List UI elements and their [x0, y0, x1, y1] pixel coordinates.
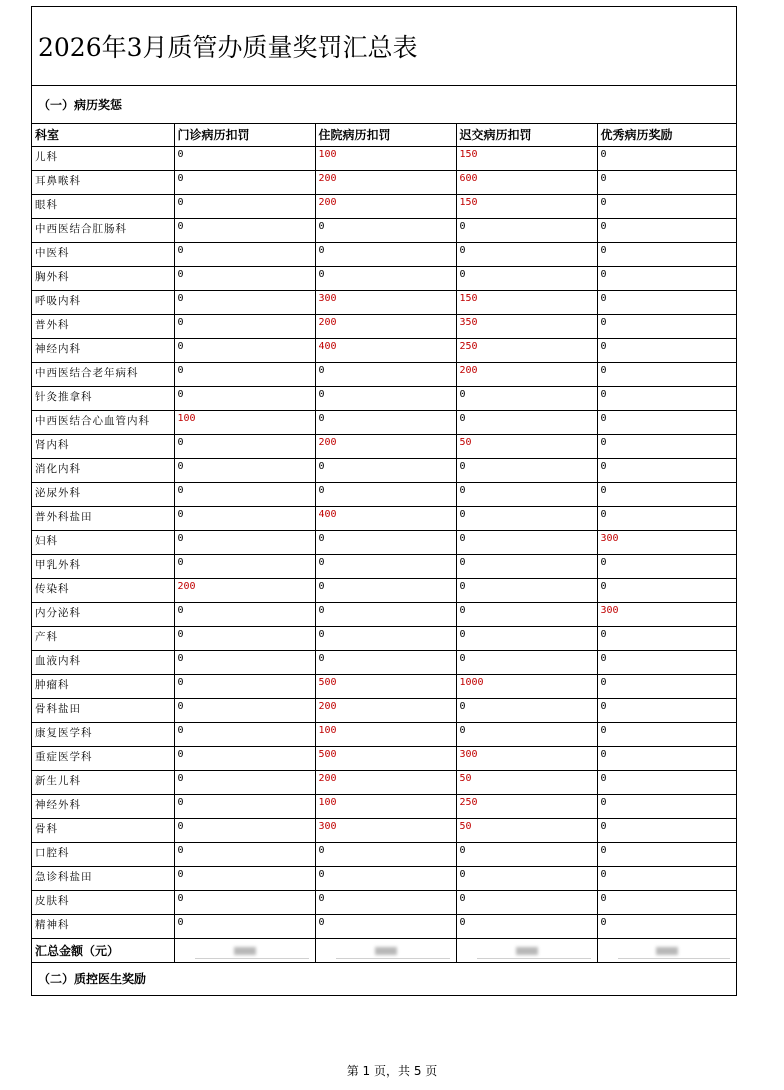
cell-excellent-reward: 0: [597, 458, 736, 482]
cell-excellent-reward: 0: [597, 482, 736, 506]
table-row: [32, 314, 736, 338]
table-body: [32, 146, 736, 938]
page-footer: 第 1 页，共 5 页: [346, 1064, 438, 1078]
cell-department: 普外科盐田: [32, 506, 174, 530]
cell-outpatient-penalty: 0: [174, 530, 315, 554]
cell-late-penalty: 0: [456, 602, 597, 626]
cell-late-penalty: 0: [456, 890, 597, 914]
cell-late-penalty: 150: [456, 194, 597, 218]
cell-outpatient-penalty: 0: [174, 722, 315, 746]
cell-late-penalty: 0: [456, 458, 597, 482]
cell-inpatient-penalty: 0: [315, 914, 456, 938]
cell-excellent-reward: 0: [597, 290, 736, 314]
cell-excellent-reward: 300: [597, 602, 736, 626]
table-row: [32, 554, 736, 578]
cell-department: 中医科: [32, 242, 174, 266]
table-row: [32, 530, 736, 554]
cell-inpatient-penalty: 400: [315, 338, 456, 362]
cell-outpatient-penalty: 0: [174, 362, 315, 386]
cell-inpatient-penalty: 0: [315, 866, 456, 890]
table-row: [32, 146, 736, 170]
cell-late-penalty: 1000: [456, 674, 597, 698]
cell-department: 骨科盐田: [32, 698, 174, 722]
cell-excellent-reward: 0: [597, 506, 736, 530]
cell-late-penalty: 0: [456, 698, 597, 722]
cell-department: 儿科: [32, 146, 174, 170]
cell-inpatient-penalty: 500: [315, 746, 456, 770]
redaction-mark: [234, 947, 256, 955]
cell-department: 皮肤科: [32, 890, 174, 914]
cell-department: 血液内科: [32, 650, 174, 674]
total-outpatient-redacted: [174, 938, 315, 962]
cell-late-penalty: 150: [456, 290, 597, 314]
cell-excellent-reward: 0: [597, 818, 736, 842]
cell-department: 眼科: [32, 194, 174, 218]
total-row: [32, 938, 736, 962]
table-row: [32, 482, 736, 506]
cell-excellent-reward: 0: [597, 698, 736, 722]
table-row: [32, 434, 736, 458]
redaction-mark: [375, 947, 397, 955]
table-row: [32, 194, 736, 218]
cell-inpatient-penalty: 100: [315, 146, 456, 170]
total-label: 汇总金额（元）: [32, 938, 174, 962]
cell-excellent-reward: 0: [597, 314, 736, 338]
cell-excellent-reward: 0: [597, 842, 736, 866]
cell-excellent-reward: 0: [597, 914, 736, 938]
cell-excellent-reward: 0: [597, 266, 736, 290]
cell-outpatient-penalty: 0: [174, 458, 315, 482]
section-heading-records: （一）病历奖惩: [32, 86, 736, 124]
table-row: [32, 770, 736, 794]
title-row: [32, 7, 736, 86]
cell-inpatient-penalty: 0: [315, 626, 456, 650]
cell-department: 中西医结合肛肠科: [32, 218, 174, 242]
table-row: [32, 242, 736, 266]
cell-inpatient-penalty: 0: [315, 386, 456, 410]
cell-inpatient-penalty: 0: [315, 266, 456, 290]
cell-late-penalty: 200: [456, 362, 597, 386]
records-table: [32, 124, 736, 963]
cell-late-penalty: 0: [456, 218, 597, 242]
cell-department: 甲乳外科: [32, 554, 174, 578]
cell-excellent-reward: 0: [597, 338, 736, 362]
cell-outpatient-penalty: 0: [174, 842, 315, 866]
cell-outpatient-penalty: 0: [174, 242, 315, 266]
header-late-penalty: 迟交病历扣罚: [456, 124, 597, 146]
cell-inpatient-penalty: 0: [315, 890, 456, 914]
cell-excellent-reward: 0: [597, 746, 736, 770]
cell-inpatient-penalty: 0: [315, 458, 456, 482]
cell-department: 神经内科: [32, 338, 174, 362]
cell-outpatient-penalty: 0: [174, 482, 315, 506]
cell-department: 急诊科盐田: [32, 866, 174, 890]
table-row: [32, 170, 736, 194]
table-row: [32, 842, 736, 866]
cell-outpatient-penalty: 0: [174, 554, 315, 578]
cell-late-penalty: 0: [456, 722, 597, 746]
cell-inpatient-penalty: 200: [315, 170, 456, 194]
cell-inpatient-penalty: 0: [315, 242, 456, 266]
cell-late-penalty: 0: [456, 530, 597, 554]
section-heading-qc-doctors: （二）质控医生奖励: [38, 972, 147, 986]
header-inpatient-penalty: 住院病历扣罚: [315, 124, 456, 146]
cell-outpatient-penalty: 0: [174, 890, 315, 914]
cell-excellent-reward: 0: [597, 362, 736, 386]
cell-department: 消化内科: [32, 458, 174, 482]
cell-excellent-reward: 0: [597, 434, 736, 458]
cell-inpatient-penalty: 0: [315, 602, 456, 626]
table-row: [32, 218, 736, 242]
cell-inpatient-penalty: 0: [315, 650, 456, 674]
cell-inpatient-penalty: 100: [315, 794, 456, 818]
cell-excellent-reward: 0: [597, 770, 736, 794]
cell-late-penalty: 50: [456, 434, 597, 458]
table-row: [32, 650, 736, 674]
cell-outpatient-penalty: 0: [174, 674, 315, 698]
cell-inpatient-penalty: 300: [315, 290, 456, 314]
cell-outpatient-penalty: 0: [174, 338, 315, 362]
table-row: [32, 410, 736, 434]
table-row: [32, 290, 736, 314]
cell-excellent-reward: 300: [597, 530, 736, 554]
cell-department: 泌尿外科: [32, 482, 174, 506]
total-late-redacted: [456, 938, 597, 962]
summary-sheet: [31, 6, 737, 996]
table-row: [32, 602, 736, 626]
cell-department: 康复医学科: [32, 722, 174, 746]
cell-excellent-reward: 0: [597, 194, 736, 218]
cell-department: 呼吸内科: [32, 290, 174, 314]
cell-late-penalty: 300: [456, 746, 597, 770]
cell-inpatient-penalty: 200: [315, 434, 456, 458]
cell-department: 中西医结合老年病科: [32, 362, 174, 386]
cell-late-penalty: 0: [456, 482, 597, 506]
cell-late-penalty: 350: [456, 314, 597, 338]
cell-inpatient-penalty: 400: [315, 506, 456, 530]
table-row: [32, 746, 736, 770]
cell-inpatient-penalty: 200: [315, 770, 456, 794]
cell-outpatient-penalty: 0: [174, 218, 315, 242]
table-row: [32, 506, 736, 530]
cell-excellent-reward: 0: [597, 218, 736, 242]
cell-late-penalty: 0: [456, 410, 597, 434]
cell-inpatient-penalty: 100: [315, 722, 456, 746]
cell-excellent-reward: 0: [597, 386, 736, 410]
cell-outpatient-penalty: 100: [174, 410, 315, 434]
cell-department: 妇科: [32, 530, 174, 554]
cell-excellent-reward: 0: [597, 170, 736, 194]
cell-outpatient-penalty: 0: [174, 794, 315, 818]
cell-late-penalty: 0: [456, 866, 597, 890]
cell-excellent-reward: 0: [597, 866, 736, 890]
cell-outpatient-penalty: 0: [174, 170, 315, 194]
table-row: [32, 362, 736, 386]
cell-late-penalty: 0: [456, 650, 597, 674]
table-row: [32, 890, 736, 914]
cell-outpatient-penalty: 200: [174, 578, 315, 602]
cell-outpatient-penalty: 0: [174, 698, 315, 722]
cell-outpatient-penalty: 0: [174, 626, 315, 650]
cell-late-penalty: 0: [456, 626, 597, 650]
cell-outpatient-penalty: 0: [174, 194, 315, 218]
cell-late-penalty: 0: [456, 554, 597, 578]
header-outpatient-penalty: 门诊病历扣罚: [174, 124, 315, 146]
table-row: [32, 458, 736, 482]
cell-late-penalty: 0: [456, 914, 597, 938]
cell-excellent-reward: 0: [597, 794, 736, 818]
table-row: [32, 794, 736, 818]
cell-excellent-reward: 0: [597, 722, 736, 746]
cell-inpatient-penalty: 0: [315, 578, 456, 602]
cell-department: 产科: [32, 626, 174, 650]
cell-late-penalty: 0: [456, 242, 597, 266]
cell-inpatient-penalty: 0: [315, 554, 456, 578]
table-row: [32, 866, 736, 890]
cell-department: 新生儿科: [32, 770, 174, 794]
cell-inpatient-penalty: 0: [315, 410, 456, 434]
cell-late-penalty: 50: [456, 770, 597, 794]
cell-outpatient-penalty: 0: [174, 770, 315, 794]
table-row: [32, 266, 736, 290]
cell-late-penalty: 150: [456, 146, 597, 170]
redaction-mark: [516, 947, 538, 955]
header-excellent-reward: 优秀病历奖励: [597, 124, 736, 146]
cell-department: 肿瘤科: [32, 674, 174, 698]
cell-outpatient-penalty: 0: [174, 314, 315, 338]
cell-excellent-reward: 0: [597, 578, 736, 602]
cell-excellent-reward: 0: [597, 674, 736, 698]
cell-inpatient-penalty: 0: [315, 482, 456, 506]
cell-outpatient-penalty: 0: [174, 266, 315, 290]
cell-outpatient-penalty: 0: [174, 650, 315, 674]
cell-late-penalty: 0: [456, 506, 597, 530]
cell-outpatient-penalty: 0: [174, 146, 315, 170]
cell-late-penalty: 0: [456, 578, 597, 602]
cell-outpatient-penalty: 0: [174, 818, 315, 842]
cell-department: 内分泌科: [32, 602, 174, 626]
cell-inpatient-penalty: 200: [315, 314, 456, 338]
cell-outpatient-penalty: 0: [174, 602, 315, 626]
cell-outpatient-penalty: 0: [174, 506, 315, 530]
cell-excellent-reward: 0: [597, 650, 736, 674]
table-row: [32, 698, 736, 722]
cell-inpatient-penalty: 200: [315, 698, 456, 722]
cell-inpatient-penalty: 0: [315, 842, 456, 866]
cell-late-penalty: 50: [456, 818, 597, 842]
cell-excellent-reward: 0: [597, 554, 736, 578]
cell-excellent-reward: 0: [597, 890, 736, 914]
cell-inpatient-penalty: 200: [315, 194, 456, 218]
table-row: [32, 578, 736, 602]
cell-outpatient-penalty: 0: [174, 386, 315, 410]
table-row: [32, 626, 736, 650]
cell-department: 精神科: [32, 914, 174, 938]
cell-outpatient-penalty: 0: [174, 434, 315, 458]
cell-excellent-reward: 0: [597, 146, 736, 170]
cell-late-penalty: 0: [456, 842, 597, 866]
cell-department: 中西医结合心血管内科: [32, 410, 174, 434]
cell-department: 针灸推拿科: [32, 386, 174, 410]
cell-department: 肾内科: [32, 434, 174, 458]
cell-excellent-reward: 0: [597, 242, 736, 266]
cell-late-penalty: 0: [456, 266, 597, 290]
header-department: 科室: [32, 124, 174, 146]
cell-excellent-reward: 0: [597, 626, 736, 650]
cell-late-penalty: 0: [456, 386, 597, 410]
cell-department: 重症医学科: [32, 746, 174, 770]
table-row: [32, 338, 736, 362]
cell-late-penalty: 250: [456, 794, 597, 818]
cell-inpatient-penalty: 0: [315, 362, 456, 386]
cell-outpatient-penalty: 0: [174, 290, 315, 314]
table-row: [32, 914, 736, 938]
page-title: 2026年3月质管办质量奖罚汇总表: [38, 33, 418, 62]
cell-department: 骨科: [32, 818, 174, 842]
redaction-mark: [656, 947, 678, 955]
cell-department: 口腔科: [32, 842, 174, 866]
cell-inpatient-penalty: 0: [315, 218, 456, 242]
cell-department: 普外科: [32, 314, 174, 338]
table-header-row: [32, 124, 736, 146]
cell-department: 胸外科: [32, 266, 174, 290]
cell-late-penalty: 600: [456, 170, 597, 194]
cell-inpatient-penalty: 300: [315, 818, 456, 842]
total-reward-redacted: [597, 938, 736, 962]
cell-department: 耳鼻喉科: [32, 170, 174, 194]
table-row: [32, 674, 736, 698]
cell-department: 传染科: [32, 578, 174, 602]
table-row: [32, 818, 736, 842]
total-inpatient-redacted: [315, 938, 456, 962]
cell-outpatient-penalty: 0: [174, 746, 315, 770]
table-row: [32, 722, 736, 746]
cell-outpatient-penalty: 0: [174, 866, 315, 890]
cell-inpatient-penalty: 0: [315, 530, 456, 554]
cell-late-penalty: 250: [456, 338, 597, 362]
table-row: [32, 386, 736, 410]
cell-department: 神经外科: [32, 794, 174, 818]
cell-outpatient-penalty: 0: [174, 914, 315, 938]
cell-inpatient-penalty: 500: [315, 674, 456, 698]
cell-excellent-reward: 0: [597, 410, 736, 434]
